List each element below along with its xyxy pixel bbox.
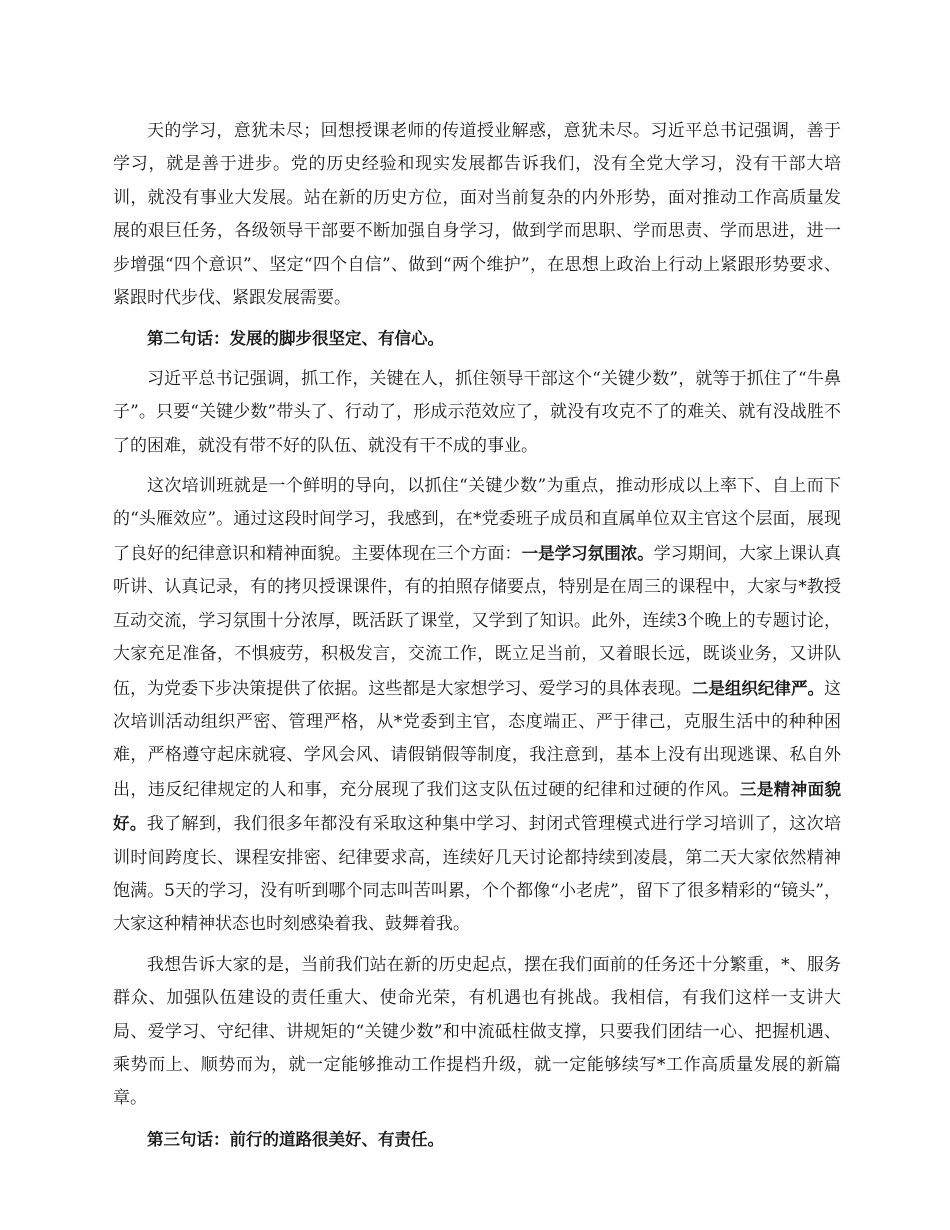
training-results-text-4: 我了解到，我们很多年都没有采取这种集中学习、封闭式管理模式进行学习培训了，这次培训时间跨度长、课程安排密、纪律要求高，连续好几天讨论都持续到凌晨，第二天大家依然精神饱满。5天的学习，没有听到哪个同志叫苦叫累，个个都像“小老虎”，留下了很多精彩的“镜头”，大家这种精神状态也时刻感染着我、鼓舞着我。 (113, 814, 842, 935)
point-three-bold: 三是精神面貌好。 (113, 779, 842, 834)
point-one-bold: 一是学习氛围浓。 (521, 543, 654, 563)
paragraph-training-results (113, 470, 841, 942)
point-two-bold: 二是组织纪律严。 (691, 678, 825, 698)
training-results-text-2: 学习期间，大家上课认真听讲、认真记录，有的拷贝授课课件，有的拍照存储要点，特别是在周三的课程中，大家与*教授互动交流，学习氛围十分浓厚，既活跃了课堂，又学到了知识。此外，连续3个晚上的专题讨论，大家充足准备，不惧疲劳，积极发言，交流工作，既立足当前，又着眼长远，既谈业务，又讲队伍，为党委下步决策提供了依据。这些都是大家想学习、爱学习的具体表现。 (113, 543, 842, 699)
heading-second-sentence: 第二句话：发展的脚步很坚定、有信心。 (147, 329, 444, 349)
heading-third-sentence: 第三句话：前行的道路很美好、有责任。 (147, 1129, 444, 1149)
paragraph-key-minority: 习近平总书记强调，抓工作，关键在人，抓住领导干部这个“关键少数”，就等于抓住了“牛鼻子”。只要“关键少数”带头了、行动了，形成示范效应了，就没有攻克不了的难关、就有没战胜不了的困难，就没有带不好的队伍、就没有干不成的事业。 (113, 368, 841, 456)
paragraph-study-reflection: 天的学习，意犹未尽；回想授课老师的传道授业解惑，意犹未尽。习近平总书记强调，善于学习，就是善于进步。党的历史经验和现实发展都告诉我们，没有全党大学习，没有干部大培训，就没有事业大发展。站在新的历史方位，面对当前复杂的内外形势，面对推动工作高质量发展的艰巨任务，各级领导干部要不断加强自身学习，做到学而思职、学而思责、学而思进，进一步增强“四个意识”、坚定“四个自信”、做到“两个维护”，在思想上政治上行动上紧跟形势要求、紧跟时代步伐、紧跟发展需要。 (113, 121, 841, 309)
training-results-text-3: 这次培训活动组织严密、管理严格，从*党委到主官，态度端正、严于律己，克服生活中的种种困难，严格遵守起床就寝、学风会风、请假销假等制度，我注意到，基本上没有出现逃课、私自外出，违反纪律规定的人和事，充分展现了我们这支队伍过硬的纪律和过硬的作风。 (113, 678, 842, 800)
training-results-text-1: 这次培训班就是一个鲜明的导向，以抓住“关键少数”为重点，推动形成以上率下、自上而下的“头雁效应”。通过这段时间学习，我感到，在*党委班子成员和直属单位双主官这个层面，展现了良好的纪律意识和精神面貌。主要体现在三个方面： (113, 476, 841, 564)
document-body (113, 115, 841, 1163)
paragraph-new-starting-point: 我想告诉大家的是，当前我们站在新的历史起点，摆在我们面前的任务还十分繁重，*、服务群众、加强队伍建设的责任重大、使命光荣，有机遇也有挑战。我相信，有我们这样一支讲大局、爱学习、守纪律、讲规矩的“关键少数”和中流砥柱做支撑，只要我们团结一心、把握机遇、乘势而上、顺势而为，就一定能够推动工作提档升级，就一定能够续写*工作高质量发展的新篇章。 (113, 954, 841, 1109)
